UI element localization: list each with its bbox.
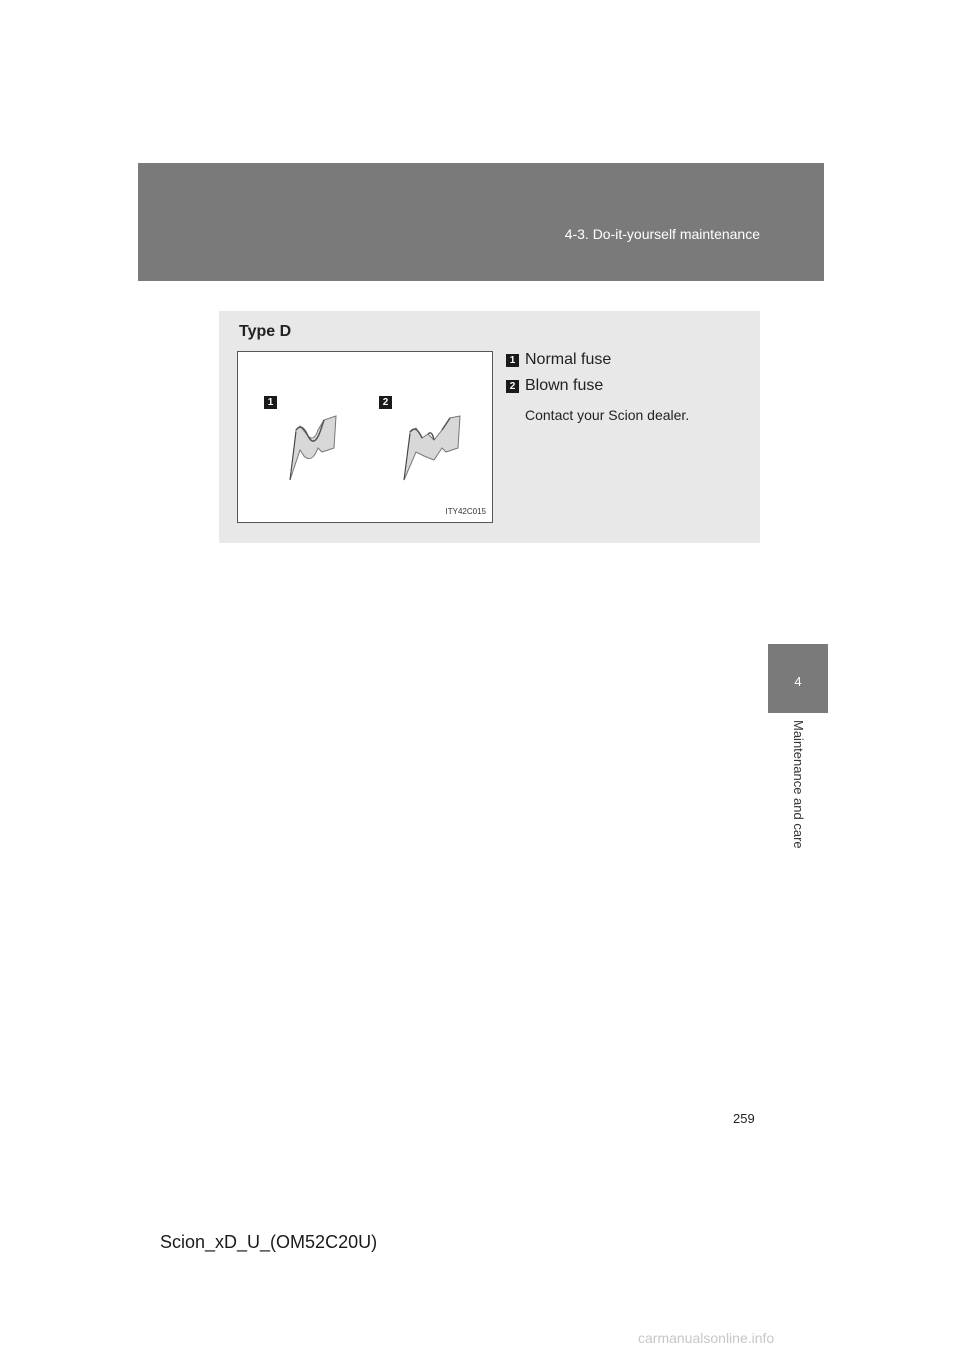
fuse-illustrations xyxy=(238,352,492,522)
legend-label-blown: Blown fuse xyxy=(525,377,604,394)
figure-code: ITY42C015 xyxy=(445,507,486,516)
fuse-figure xyxy=(237,351,493,523)
panel-title: Type D xyxy=(239,323,292,340)
dealer-note: Contact your Scion dealer. xyxy=(525,407,690,423)
blown-fuse-illustration xyxy=(404,416,460,480)
legend-item-normal xyxy=(506,347,746,373)
legend-badge-2: 2 xyxy=(506,380,519,393)
legend-item-blown xyxy=(506,373,746,399)
chapter-label: Maintenance and care xyxy=(791,720,806,849)
figure-badge-1: 1 xyxy=(264,396,277,409)
document-code: Scion_xD_U_(OM52C20U) xyxy=(160,1232,378,1252)
page-number: 259 xyxy=(733,1111,755,1126)
section-title: 4-3. Do-it-yourself maintenance xyxy=(564,226,760,242)
figure-badge-2: 2 xyxy=(379,396,392,409)
normal-fuse-illustration xyxy=(290,416,336,480)
header-band xyxy=(138,163,824,281)
legend-badge-1: 1 xyxy=(506,354,519,367)
fuse-type-panel xyxy=(219,311,760,543)
legend-label-normal: Normal fuse xyxy=(525,351,612,368)
chapter-tab xyxy=(768,644,828,713)
watermark: carmanualsonline.info xyxy=(638,1330,775,1346)
chapter-number: 4 xyxy=(794,674,802,689)
fuse-legend xyxy=(506,347,746,423)
